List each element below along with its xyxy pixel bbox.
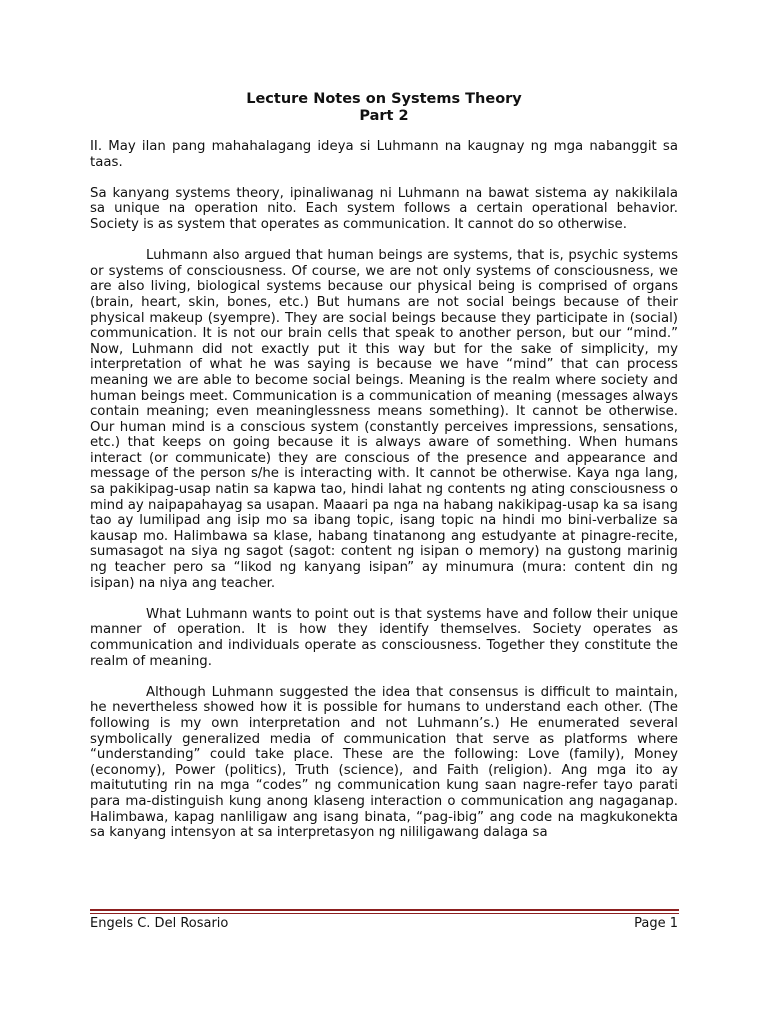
document-body [90,139,678,856]
title-line-2: Part 2 [359,108,409,124]
paragraph-4: What Luhmann wants to point out is that systems have and follow their unique manner of operation. It is how they identify themselves. Society operates as communication and individuals operate as consciousness. Together they constitute the realm of meaning. [90,606,678,669]
paragraph-2: Sa kanyang systems theory, ipinaliwanag ni Luhmann na bawat sistema ay nakikilala sa unique na operation nito. Each system follows a certain operational behavior. Society is as system that operates as communication. It cannot do so otherwise. [90,185,678,232]
footer-page-number: Page 1 [634,916,678,931]
footer-divider-thick [90,909,679,911]
paragraph-1: II. May ilan pang mahahalagang ideya si Luhmann na kaugnay ng mga nabanggit sa taas. [90,139,678,170]
footer-author: Engels C. Del Rosario [90,916,229,931]
footer-divider-thin [90,913,679,914]
paragraph-5: Although Luhmann suggested the idea that consensus is difficult to maintain, he nevertheless showed how it is possible for humans to understand each other. (The following is my own interpretation and not Luhmann’s.) He enumerated several symbolically generalized media of communication that serve as platforms where “understanding” could take place. These are the following: Love (family), Money (economy), Power (politics), Truth (science), and Faith (religion). Ang mga ito ay maitututing rin na mga “codes” ng communication kung saan nagre-refer tayo parati para ma-distinguish kung anong klaseng interaction o communication ang nagaganap. Halimbawa, kapag nanliligaw ang isang binata, “pag-ibig” ang code na magkukonekta sa kanyang intensyon at sa interpretasyon ng nililigawang dalaga sa [90,684,678,841]
paragraph-3: Luhmann also argued that human beings are systems, that is, psychic systems or systems of consciousness. Of course, we are not only systems of consciousness, we are also living, biological systems because our physical being is comprised of organs (brain, heart, skin, bones, etc.) But humans are not social beings because of their physical makeup (syempre). They are social beings because they participate in (social) communication. It is not our brain cells that speak to another person, but our “mind.” Now, Luhmann did not exactly put it this way but for the sake of simplicity, my interpretation of what he was saying is because we have “mind” that can process meaning we are able to become social beings. Meaning is the realm where society and human beings meet. Communication is a communication of meaning (messages always contain meaning; even meaninglessness means something). It cannot be otherwise. Our human mind is a conscious system (constantly perceives impressions, sensations, etc.) that keeps on going because it is always aware of something. When humans interact (or communicate) they are conscious of the presence and appearance and message of the person s/he is interacting with. It cannot be otherwise. Kaya nga lang, sa pakikipag-usap natin sa kapwa tao, hindi lahat ng contents ng ating consciousness o mind ay naipapahayag sa usapan. Maaari pa nga na habang nakikipag-usap ka sa isang tao ay lumilipad ang isip mo sa ibang topic, isang topic na hindi mo bini-verbalize sa kausap mo. Halimbawa sa klase, habang tinatanong ang estudyante at pinagre-recite, sumasagot na siya ng sagot (sagot: content ng isipan o memory) na gustong marinig ng teacher pero sa “likod ng kanyang isipan” ay minumura (mura: content din ng isipan) na niya ang teacher. [90,248,678,591]
title-line-1: Lecture Notes on Systems Theory [246,91,522,107]
document-title [0,91,768,125]
